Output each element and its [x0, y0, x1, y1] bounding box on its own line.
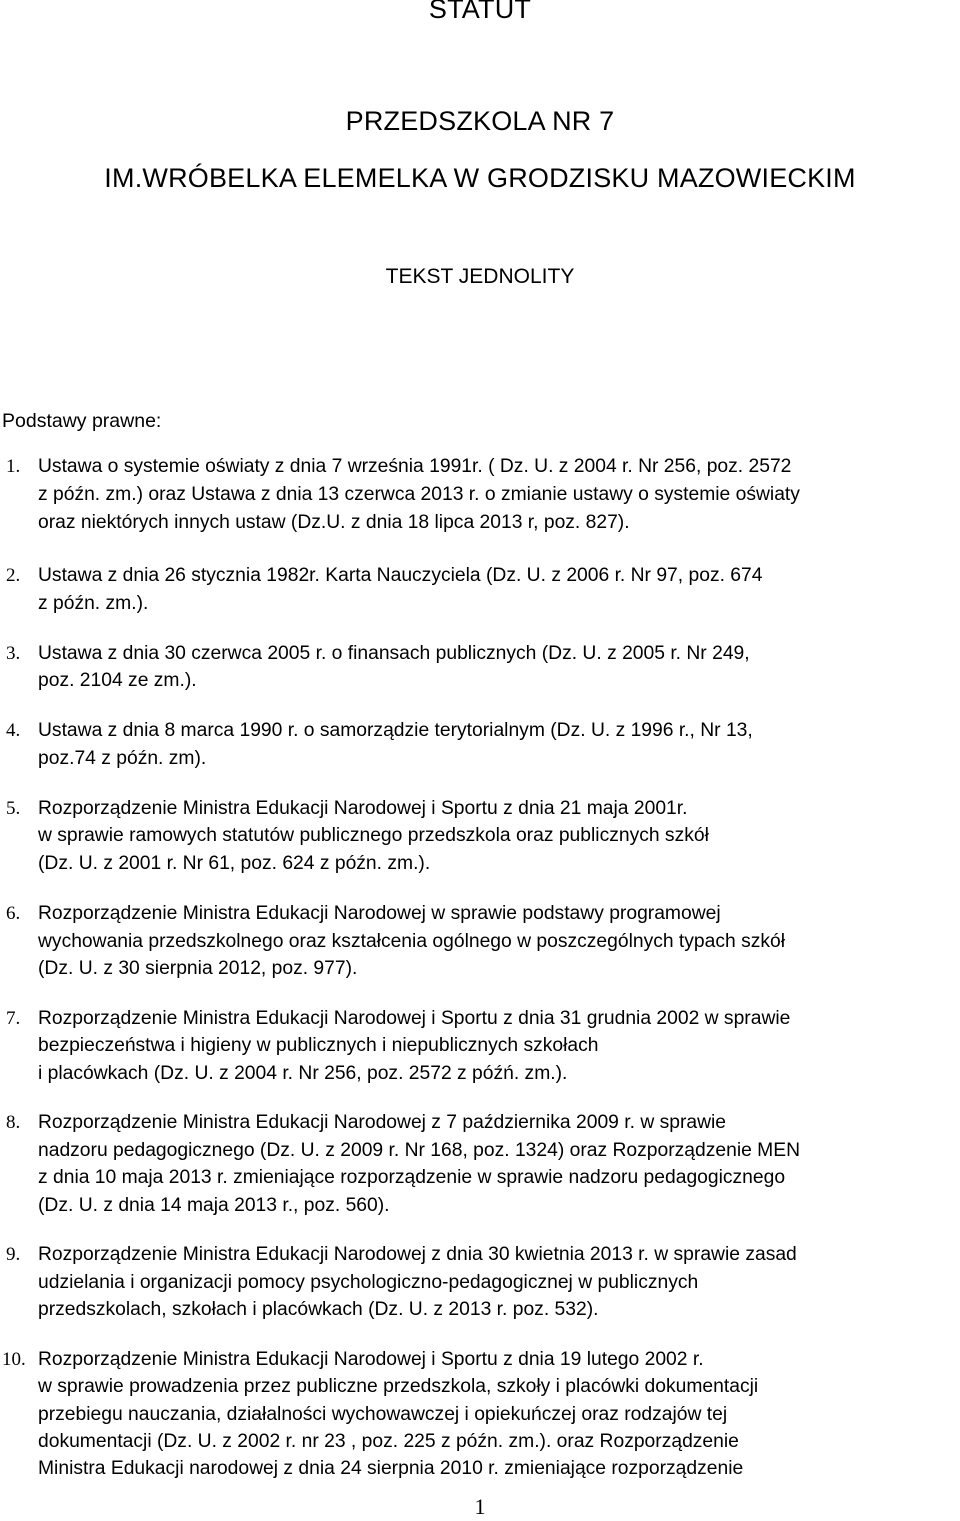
- item-line: (Dz. U. z dnia 14 maja 2013 r., poz. 560).: [38, 1195, 390, 1216]
- item-line: przebiegu nauczania, działalności wychowawczej i opiekuńczej oraz rodzajów tej: [38, 1404, 728, 1425]
- item-line: Ustawa z dnia 30 czerwca 2005 r. o finansach publicznych (Dz. U. z 2005 r. Nr 249,: [38, 643, 750, 664]
- item-line: przedszkolach, szkołach i placówkach (Dz. U. z 2013 r. poz. 532).: [38, 1299, 599, 1320]
- item-line: nadzoru pedagogicznego (Dz. U. z 2009 r. Nr 168, poz. 1324) oraz Rozporządzenie MEN: [38, 1140, 801, 1161]
- item-line: Ustawa o systemie oświaty z dnia 7 września 1991r. ( Dz. U. z 2004 r. Nr 256, poz. 2572: [38, 456, 792, 477]
- item-line: poz.74 z późn. zm).: [38, 748, 207, 769]
- text-type-label: TEKST JEDNOLITY: [385, 265, 575, 288]
- document-title: STATUT: [428, 0, 532, 24]
- item-number: 5.: [6, 798, 21, 819]
- item-number: 2.: [6, 565, 21, 586]
- item-number: 3.: [6, 643, 21, 664]
- item-line: Rozporządzenie Ministra Edukacji Narodowej z 7 października 2009 r. w sprawie: [38, 1112, 727, 1133]
- item-number: 9.: [6, 1244, 21, 1265]
- item-line: Ustawa z dnia 8 marca 1990 r. o samorządzie terytorialnym (Dz. U. z 1996 r., Nr 13,: [38, 720, 753, 741]
- item-line: wychowania przedszkolnego oraz kształcenia ogólnego w poszczególnych typach szkół: [38, 931, 786, 952]
- item-line: Rozporządzenie Ministra Edukacji Narodowej w sprawie podstawy programowej: [38, 903, 721, 924]
- item-line: w sprawie prowadzenia przez publiczne przedszkola, szkoły i placówki dokumentacji: [38, 1376, 759, 1397]
- school-patron: IM.WRÓBELKA ELEMELKA W GRODZISKU MAZOWIECKIM: [104, 163, 856, 193]
- item-line: oraz niektórych innych ustaw (Dz.U. z dnia 18 lipca 2013 r, poz. 827).: [38, 512, 630, 533]
- legal-bases-heading: Podstawy prawne:: [2, 410, 162, 432]
- item-line: (Dz. U. z 2001 r. Nr 61, poz. 624 z późn. zm.).: [38, 853, 431, 874]
- item-line: z późn. zm.).: [38, 593, 149, 614]
- item-line: Rozporządzenie Ministra Edukacji Narodowej i Sportu z dnia 19 lutego 2002 r.: [38, 1349, 704, 1370]
- item-line: (Dz. U. z 30 sierpnia 2012, poz. 977).: [38, 958, 358, 979]
- item-number: 4.: [6, 720, 21, 741]
- item-line: i placówkach (Dz. U. z 2004 r. Nr 256, poz. 2572 z późń. zm.).: [38, 1063, 568, 1084]
- item-line: Rozporządzenie Ministra Edukacji Narodowej z dnia 30 kwietnia 2013 r. w sprawie zasad: [38, 1244, 797, 1265]
- item-number: 10.: [2, 1349, 26, 1370]
- school-name: PRZEDSZKOLA NR 7: [345, 106, 615, 136]
- item-line: Ministra Edukacji narodowej z dnia 24 sierpnia 2010 r. zmieniające rozporządzenie: [38, 1458, 744, 1479]
- item-line: z dnia 10 maja 2013 r. zmieniające rozporządzenie w sprawie nadzoru pedagogicznego: [38, 1167, 786, 1188]
- item-line: w sprawie ramowych statutów publicznego przedszkola oraz publicznych szkół: [38, 825, 709, 846]
- item-line: Ustawa z dnia 26 stycznia 1982r. Karta Nauczyciela (Dz. U. z 2006 r. Nr 97, poz. 674: [38, 565, 763, 586]
- item-number: 6.: [6, 903, 21, 924]
- page-number: 1: [474, 1494, 486, 1519]
- item-line: poz. 2104 ze zm.).: [38, 670, 197, 691]
- item-line: dokumentacji (Dz. U. z 2002 r. nr 23 , poz. 225 z późn. zm.). oraz Rozporządzenie: [38, 1431, 739, 1452]
- item-line: Rozporządzenie Ministra Edukacji Narodowej i Sportu z dnia 21 maja 2001r.: [38, 798, 688, 819]
- item-number: 8.: [6, 1112, 21, 1133]
- item-number: 1.: [6, 456, 21, 477]
- item-line: z późn. zm.) oraz Ustawa z dnia 13 czerwca 2013 r. o zmianie ustawy o systemie oświaty: [38, 484, 800, 505]
- item-line: Rozporządzenie Ministra Edukacji Narodowej i Sportu z dnia 31 grudnia 2002 w sprawie: [38, 1008, 791, 1029]
- item-line: bezpieczeństwa i higieny w publicznych i niepublicznych szkołach: [38, 1035, 599, 1056]
- item-line: udzielania i organizacji pomocy psychologiczno-pedagogicznej w publicznych: [38, 1272, 699, 1293]
- item-number: 7.: [6, 1008, 21, 1029]
